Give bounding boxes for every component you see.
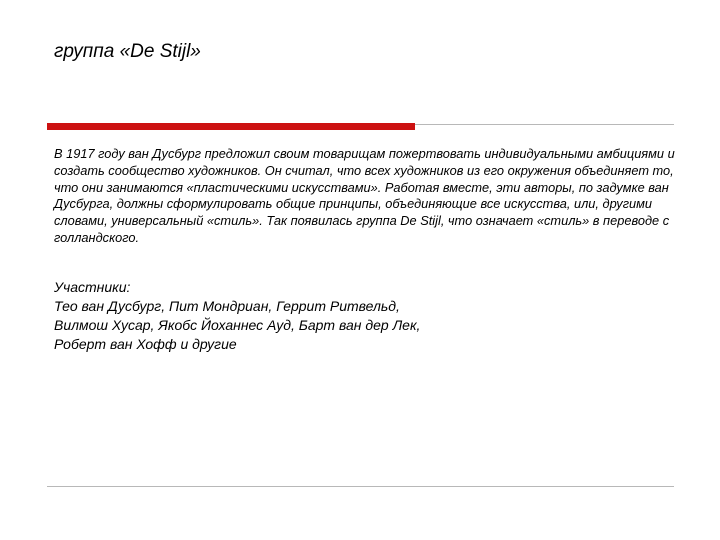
members-line: Вилмош Хусар, Якобс Йоханнес Ауд, Барт ван дер Лек, (54, 317, 421, 333)
body-paragraph: В 1917 году ван Дусбург предложил своим товарищам пожертвовать индивидуальными амбициями и создать сообщество художников. Он считал, что всех художников из его окружения объединяет то, что они занимаются «пластическими искусствами». Работая вместе, эти авторы, по задумке ван Дусбурга, должны сформулировать общие принципы, объединяющие все искусства, или, другими словами, универсальный «стиль». Так появилась группа De Stijl, что означает «стиль» в переводе с голландского. (54, 146, 675, 245)
members-heading: Участники: (54, 279, 131, 295)
title-accent-bar (47, 123, 415, 130)
slide-title: группа «De Stijl» (54, 41, 201, 62)
members-line: Тео ван Дусбург, Пит Мондриан, Геррит Ритвельд, (54, 298, 400, 314)
members-block (54, 278, 674, 354)
bottom-divider (47, 486, 674, 487)
members-line: Роберт ван Хофф и другие (54, 336, 237, 352)
